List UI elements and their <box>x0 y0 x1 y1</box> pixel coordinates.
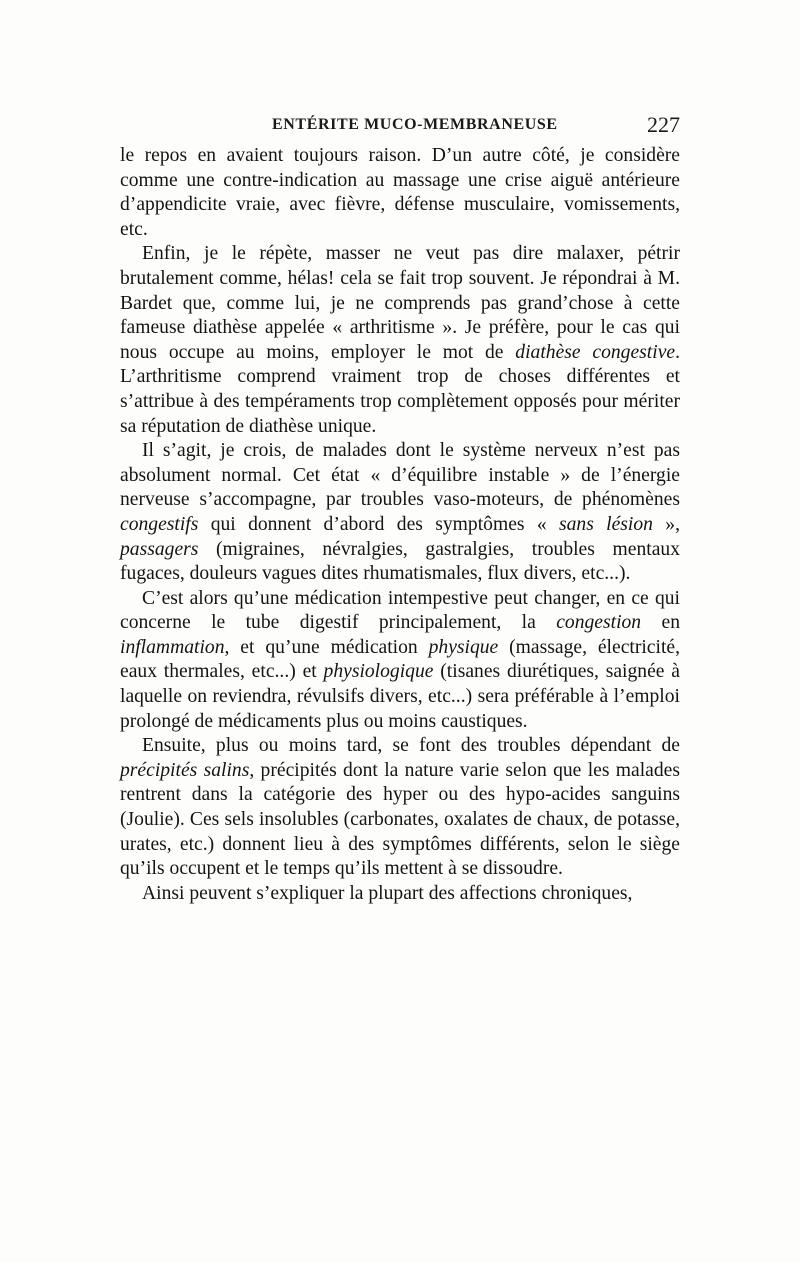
paragraph <box>120 882 680 907</box>
text-segment: Ensuite, plus ou moins tard, se font des troubles dépendant de <box>142 735 680 757</box>
paragraph <box>120 144 680 242</box>
text-segment: (tisanes diurétiques, saignée à laquelle on reviendra, révulsifs divers, etc...) sera préférable à l’emploi prolongé de médicaments plus ou moins caustiques. <box>120 661 681 732</box>
text-segment: Ainsi peuvent s’expliquer la plupart des affections chroniques, <box>142 882 633 904</box>
text-segment: (migraines, névralgies, gastralgies, troubles mentaux fugaces, douleurs vagues dites rhumatismales, flux divers, etc...). <box>120 538 680 585</box>
italic-text: inflammation <box>120 636 225 658</box>
paragraph <box>120 734 680 882</box>
body-text <box>120 144 680 906</box>
italic-text: congestifs <box>120 513 199 535</box>
paragraph <box>120 587 680 735</box>
paragraph <box>120 242 680 439</box>
text-segment: . L’arthritisme comprend vraiment trop de choses différentes et s’attribue à des tempéraments trop complètement opposés pour mériter sa réputation de diathèse unique. <box>120 341 680 437</box>
italic-text: diathèse congestive <box>515 341 676 363</box>
text-segment: qui donnent d’abord des symptômes « <box>198 513 559 535</box>
text-segment: en <box>641 612 680 634</box>
text-segment: C’est alors qu’une médication intempestive peut changer, en ce qui concerne le tube digestif principalement, la <box>120 587 680 634</box>
italic-text: congestion <box>556 612 642 634</box>
text-segment: , précipités dont la nature varie selon que les malades rentrent dans la catégorie des hyper ou des hypo-acides sanguins (Joulie). Ces sels insolubles (carbonates, oxalates de chaux, de potasse, urates, etc.) donnent lieu à des symptômes différents, selon le siège qu’ils occupent et le temps qu’ils mettent à se dissoudre. <box>120 759 680 880</box>
text-segment: », <box>652 513 680 535</box>
text-segment: Il s’agit, je crois, de malades dont le système nerveux n’est pas absolument normal. Cet état « d’équilibre instable » de l’énergie nerveuse s’accompagne, par troubles vaso-moteurs, de phénomènes <box>120 440 680 511</box>
running-title: ENTÉRITE MUCO-MEMBRANEUSE <box>272 116 558 133</box>
page-header <box>120 114 680 144</box>
paragraph <box>120 439 680 587</box>
italic-text: sans lésion <box>558 513 653 535</box>
text-segment: le repos en avaient toujours raison. D’un autre côté, je considère comme une contre-indication au massage une crise aiguë antérieure d’appendicite vraie, avec fièvre, défense musculaire, vomissements, etc. <box>120 145 680 240</box>
italic-text: physique <box>428 636 499 658</box>
italic-text: physiologique <box>323 661 434 683</box>
page-number: 227 <box>647 112 680 137</box>
text-segment: , et qu’une médication <box>224 636 429 658</box>
italic-text: passagers <box>120 538 199 560</box>
italic-text: précipités salins <box>120 759 250 781</box>
text-segment: Enfin, je le répète, masser ne veut pas dire malaxer, pétrir brutalement comme, hélas! cela se fait trop souvent. Je répondrai à M. Bardet que, comme lui, je ne comprends pas grand’chose à cette fameuse diathèse appelée « arthritisme ». Je préfère, pour le cas qui nous occupe au moins, employer le mot de <box>120 243 680 363</box>
text-segment: (massage, électricité, eaux thermales, etc...) et <box>120 636 680 683</box>
